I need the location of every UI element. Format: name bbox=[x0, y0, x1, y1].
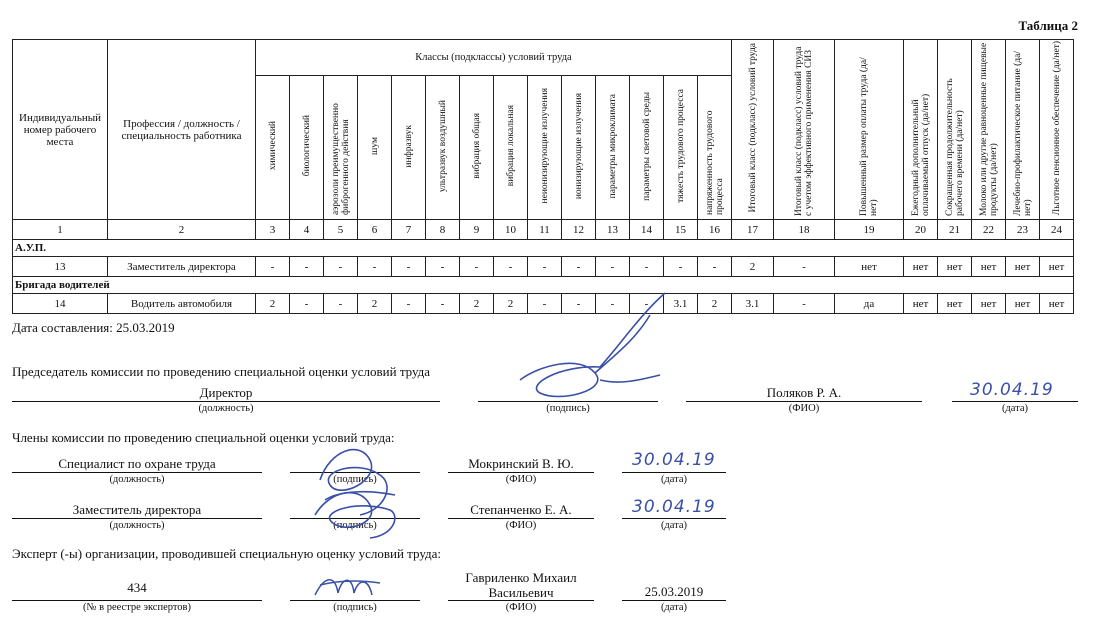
member1-name: Мокринский В. Ю. bbox=[468, 456, 574, 471]
table-title: Таблица 2 bbox=[1018, 18, 1078, 33]
header-final-class: Итоговый класс (подкласс) условий труда bbox=[732, 40, 774, 220]
value-cell: - bbox=[774, 294, 835, 314]
expert-date-line bbox=[622, 600, 726, 601]
value-cell: 2 bbox=[732, 257, 774, 277]
value-cell: нет bbox=[835, 257, 904, 277]
chairman-date-line bbox=[952, 401, 1078, 402]
member2-signature bbox=[300, 480, 420, 550]
header-factor: напряженность трудового процесса bbox=[698, 76, 732, 220]
col-number: 3 bbox=[256, 220, 290, 240]
expert-name-line2: Васильевич bbox=[488, 585, 554, 600]
value-cell: 2 bbox=[358, 294, 392, 314]
members-label: Члены комиссии по проведению специальной оценки условий труда: bbox=[12, 430, 395, 445]
col-number: 5 bbox=[324, 220, 358, 240]
value-cell: нет bbox=[1006, 294, 1040, 314]
expert-label: Эксперт (-ы) организации, проводившей специальную оценку условий труда: bbox=[12, 546, 442, 561]
col-number: 8 bbox=[426, 220, 460, 240]
caption-fio: (ФИО) bbox=[505, 602, 537, 613]
header-factor: параметры микроклимата bbox=[596, 76, 630, 220]
col-number: 2 bbox=[108, 220, 256, 240]
value-cell: 3.1 bbox=[664, 294, 698, 314]
value-cell: - bbox=[256, 257, 290, 277]
header-therapeutic-food: Лечебно-профилактическое питание (да/нет) bbox=[1006, 40, 1040, 220]
header-factor: биологический bbox=[290, 76, 324, 220]
header-factor: вибрация общая bbox=[460, 76, 494, 220]
section-title: Бригада водителей bbox=[13, 277, 1074, 294]
expert-name-line bbox=[448, 600, 594, 601]
value-cell: - bbox=[528, 294, 562, 314]
value-cell: - bbox=[392, 257, 426, 277]
col-number: 14 bbox=[630, 220, 664, 240]
date-compiled bbox=[12, 320, 175, 336]
caption-signature: (подпись) bbox=[333, 602, 377, 613]
header-final-class-siz: Итоговый класс (подкласс) условий труда с учетом эффективного применения СИЗ bbox=[774, 40, 835, 220]
header-increased-pay: Повышенный размер оплаты труда (да/нет) bbox=[835, 40, 904, 220]
col-number: 24 bbox=[1040, 220, 1074, 240]
section-row-aup bbox=[13, 240, 1074, 257]
expert-name-line1: Гавриленко Михаил bbox=[465, 570, 577, 585]
table-row bbox=[13, 257, 1074, 277]
chairman-label: Председатель комиссии по проведению специальной оценки условий труда bbox=[12, 364, 431, 379]
header-factor: неионизирующие излучения bbox=[528, 76, 562, 220]
value-cell: нет bbox=[1040, 257, 1074, 277]
value-cell: - bbox=[392, 294, 426, 314]
col-number: 10 bbox=[494, 220, 528, 240]
member1-position-line bbox=[12, 472, 262, 473]
value-cell: 2 bbox=[494, 294, 528, 314]
value-cell: - bbox=[698, 257, 732, 277]
date-compiled-value: 25.03.2019 bbox=[116, 320, 175, 335]
expert-date: 25.03.2019 bbox=[644, 584, 704, 599]
col-number: 12 bbox=[562, 220, 596, 240]
value-cell: нет bbox=[1006, 257, 1040, 277]
caption-date: (дата) bbox=[660, 602, 688, 613]
header-factor: параметры световой среды bbox=[630, 76, 664, 220]
col-number: 11 bbox=[528, 220, 562, 240]
member2-name: Степанченко Е. А. bbox=[470, 502, 572, 517]
chairman-position-line bbox=[12, 401, 440, 402]
chairman-name: Поляков Р. А. bbox=[766, 385, 842, 400]
value-cell: - bbox=[562, 294, 596, 314]
value-cell: 2 bbox=[698, 294, 732, 314]
expert-name bbox=[448, 570, 594, 600]
col-number: 7 bbox=[392, 220, 426, 240]
header-factor: аэрозоли преимущественно фиброгенного действия bbox=[324, 76, 358, 220]
value-cell: нет bbox=[972, 257, 1006, 277]
header-pension: Льготное пенсионное обеспечение (да/нет) bbox=[1040, 40, 1074, 220]
section-title: А.У.П. bbox=[13, 240, 1074, 257]
value-cell: - bbox=[426, 294, 460, 314]
value-cell: - bbox=[562, 257, 596, 277]
caption-position: (должность) bbox=[198, 403, 254, 414]
value-cell: 2 bbox=[256, 294, 290, 314]
header-workplace-number: Индивидуальный номер рабочего места bbox=[13, 40, 108, 220]
member2-position-line bbox=[12, 518, 262, 519]
caption-position: (должность) bbox=[109, 520, 165, 531]
col-number: 13 bbox=[596, 220, 630, 240]
header-extra-vacation: Ежегодный дополнительный оплачиваемый отпуск (да/нет) bbox=[904, 40, 938, 220]
date-compiled-label: Дата составления: bbox=[12, 320, 113, 335]
header-classes-group: Классы (подклассы) условий труда bbox=[256, 40, 732, 76]
col-number: 17 bbox=[732, 220, 774, 240]
caption-signature: (подпись) bbox=[546, 403, 590, 414]
value-cell: - bbox=[596, 294, 630, 314]
member2-name-line bbox=[448, 518, 594, 519]
caption-registry: (№ в реестре экспертов) bbox=[82, 602, 192, 613]
results-table bbox=[12, 39, 1074, 314]
col-number: 18 bbox=[774, 220, 835, 240]
value-cell: - bbox=[426, 257, 460, 277]
member1-name-line bbox=[448, 472, 594, 473]
col-number: 15 bbox=[664, 220, 698, 240]
workplace-number: 13 bbox=[13, 257, 108, 277]
value-cell: - bbox=[290, 294, 324, 314]
col-number: 6 bbox=[358, 220, 392, 240]
column-numbers-row bbox=[13, 220, 1074, 240]
position-cell: Водитель автомобиля bbox=[108, 294, 256, 314]
header-factor: химический bbox=[256, 76, 290, 220]
col-number: 22 bbox=[972, 220, 1006, 240]
member2-date-line bbox=[622, 518, 726, 519]
col-number: 20 bbox=[904, 220, 938, 240]
expert-registry: 434 bbox=[127, 580, 147, 595]
header-factor: шум bbox=[358, 76, 392, 220]
value-cell: нет bbox=[1040, 294, 1074, 314]
header-factor: ионизирующие излучения bbox=[562, 76, 596, 220]
col-number: 19 bbox=[835, 220, 904, 240]
member1-date: 30.04.19 bbox=[632, 450, 716, 470]
workplace-number: 14 bbox=[13, 294, 108, 314]
header-milk: Молоко или другие равноценные пищевые продукты (да/нет) bbox=[972, 40, 1006, 220]
caption-fio: (ФИО) bbox=[505, 474, 537, 485]
header-reduced-hours: Сокращенная продолжительность рабочего времени (да/нет) bbox=[938, 40, 972, 220]
caption-signature: (подпись) bbox=[333, 474, 377, 485]
caption-date: (дата) bbox=[660, 520, 688, 531]
expert-registry-line bbox=[12, 600, 262, 601]
value-cell: нет bbox=[904, 257, 938, 277]
value-cell: - bbox=[494, 257, 528, 277]
value-cell: нет bbox=[972, 294, 1006, 314]
value-cell: - bbox=[290, 257, 324, 277]
header-factor: инфразвук bbox=[392, 76, 426, 220]
col-number: 9 bbox=[460, 220, 494, 240]
value-cell: - bbox=[630, 294, 664, 314]
caption-date: (дата) bbox=[1001, 403, 1029, 414]
value-cell: да bbox=[835, 294, 904, 314]
value-cell: - bbox=[664, 257, 698, 277]
value-cell: - bbox=[596, 257, 630, 277]
col-number: 23 bbox=[1006, 220, 1040, 240]
col-number: 4 bbox=[290, 220, 324, 240]
header-profession: Профессия / должность / специальность работника bbox=[108, 40, 256, 220]
expert-signature bbox=[310, 565, 390, 610]
caption-signature: (подпись) bbox=[333, 520, 377, 531]
header-factor: вибрация локальная bbox=[494, 76, 528, 220]
caption-fio: (ФИО) bbox=[505, 520, 537, 531]
value-cell: нет bbox=[938, 294, 972, 314]
chairman-position: Директор bbox=[199, 385, 253, 400]
value-cell: - bbox=[324, 294, 358, 314]
value-cell: 3.1 bbox=[732, 294, 774, 314]
member2-position: Заместитель директора bbox=[72, 502, 202, 517]
chairman-name-line bbox=[686, 401, 922, 402]
header-factor: ультразвук воздушный bbox=[426, 76, 460, 220]
chairman-signature bbox=[500, 285, 700, 415]
value-cell: - bbox=[774, 257, 835, 277]
value-cell: 2 bbox=[460, 294, 494, 314]
member1-position: Специалист по охране труда bbox=[58, 456, 216, 471]
member2-date: 30.04.19 bbox=[632, 497, 716, 517]
header-factor: тяжесть трудового процесса bbox=[664, 76, 698, 220]
caption-fio: (ФИО) bbox=[788, 403, 820, 414]
value-cell: - bbox=[460, 257, 494, 277]
chairman-date: 30.04.19 bbox=[970, 380, 1054, 400]
value-cell: - bbox=[358, 257, 392, 277]
col-number: 21 bbox=[938, 220, 972, 240]
value-cell: - bbox=[630, 257, 664, 277]
caption-position: (должность) bbox=[109, 474, 165, 485]
col-number: 1 bbox=[13, 220, 108, 240]
position-cell: Заместитель директора bbox=[108, 257, 256, 277]
value-cell: - bbox=[528, 257, 562, 277]
value-cell: нет bbox=[938, 257, 972, 277]
value-cell: нет bbox=[904, 294, 938, 314]
member1-date-line bbox=[622, 472, 726, 473]
caption-date: (дата) bbox=[660, 474, 688, 485]
value-cell: - bbox=[324, 257, 358, 277]
col-number: 16 bbox=[698, 220, 732, 240]
